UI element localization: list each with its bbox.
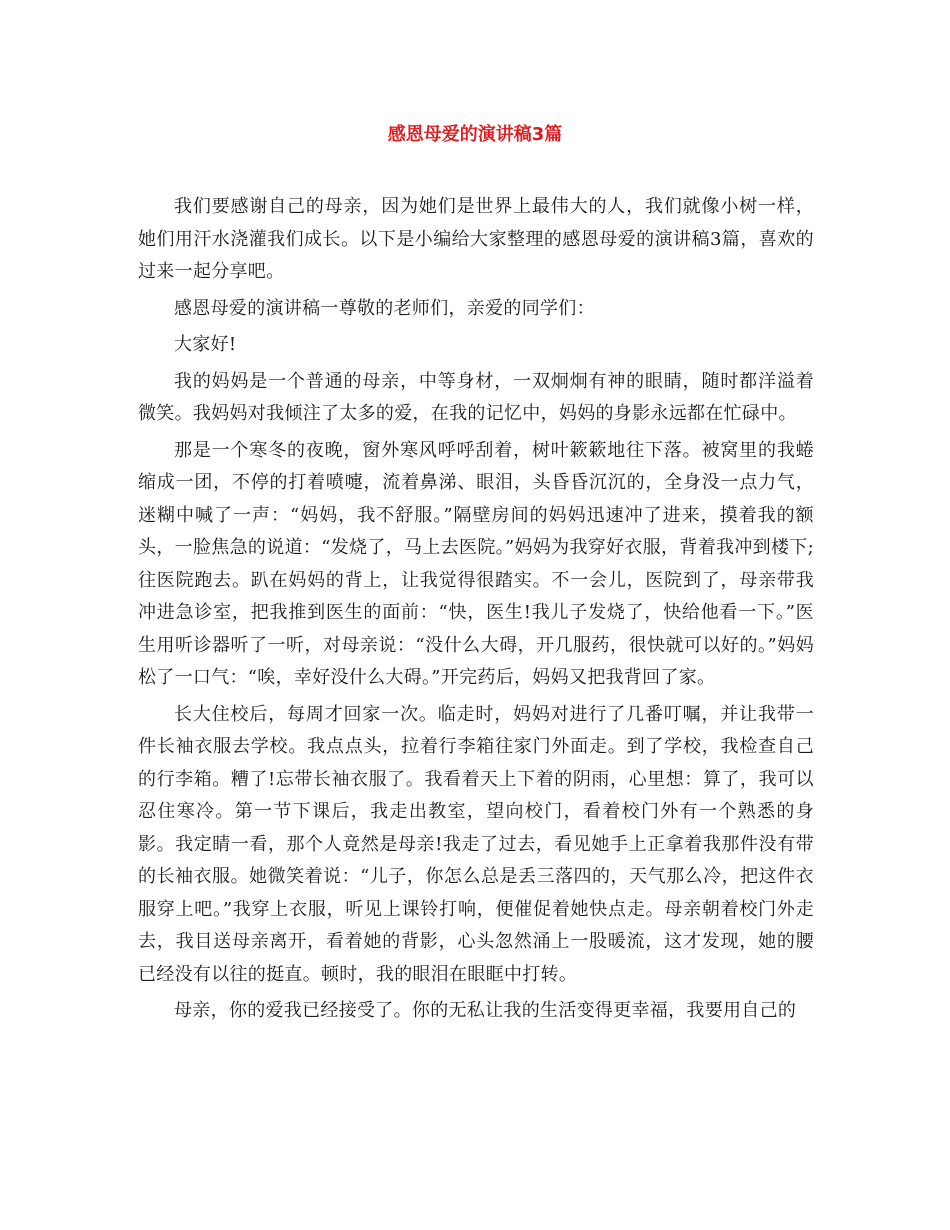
paragraph-winter-night: 那是一个寒冬的夜晚，窗外寒风呼呼刮着，树叶簌簌地往下落。被窝里的我蜷缩成一团，不停的打着喷嚏，流着鼻涕、眼泪，头昏昏沉沉的，全身没一点力气，迷糊中喊了一声：“妈妈，我不舒服。”隔壁房间的妈妈迅速冲了进来，摸着我的额头，一脸焦急的说道：“发烧了，马上去医院。”妈妈为我穿好衣服，背着我冲到楼下;往医院跑去。趴在妈妈的背上，让我觉得很踏实。不一会儿，医院到了，母亲带我冲进急诊室，把我推到医生的面前：“快，医生!我儿子发烧了，快给他看一下。”医生用听诊器听了一听，对母亲说：“没什么大碍，开几服药，很快就可以好的。”妈妈松了一口气：“唉，幸好没什么大碍。”开完药后，妈妈又把我背回了家。 <box>138 439 814 688</box>
paragraph-speech-heading: 感恩母爱的演讲稿一尊敬的老师们，亲爱的同学们： <box>174 297 595 319</box>
paragraph-closing: 母亲，你的爱我已经接受了。你的无私让我的生活变得更幸福，我要用自己的 <box>174 1000 797 1021</box>
paragraph-school-memory: 长大住校后，每周才回家一次。临走时，妈妈对进行了几番叮嘱，并让我带一件长袖衣服去学校。我点点头，拉着行李箱往家门外面走。到了学校，我检查自己的行李箱。糟了!忘带长袖衣服了。我看着天上下着的阴雨，心里想：算了，我可以忍住寒冷。第一节下课后，我走出教室，望向校门，看着校门外有一个熟悉的身影。我定睛一看，那个人竟然是母亲!我走了过去，看见她手上正拿着我那件没有带的长袖衣服。她微笑着说：“儿子，你怎么总是丢三落四的，天气那么冷，把这件衣服穿上吧。”我穿上衣服，听见上课铃打响，便催促着她快点走。母亲朝着校门外走去，我目送母亲离开，看着她的背影，心头忽然涌上一股暖流，这才发现，她的腰已经没有以往的挺直。顿时，我的眼泪在眼眶中打转。 <box>138 703 814 985</box>
document-body <box>138 191 814 1032</box>
document-title: 感恩母爱的演讲稿3篇 <box>387 124 563 145</box>
paragraph-greeting: 大家好! <box>174 334 237 355</box>
paragraph-mother-description: 我的妈妈是一个普通的母亲，中等身材，一双炯炯有神的眼睛，随时都洋溢着微笑。我妈妈对我倾注了太多的爱，在我的记忆中，妈妈的身影永远都在忙碌中。 <box>138 370 814 424</box>
paragraph-intro: 我们要感谢自己的母亲，因为她们是世界上最伟大的人，我们就像小树一样，她们用汗水浇灌我们成长。以下是小编给大家整理的感恩母爱的演讲稿3篇，喜欢的过来一起分享吧。 <box>138 196 814 282</box>
